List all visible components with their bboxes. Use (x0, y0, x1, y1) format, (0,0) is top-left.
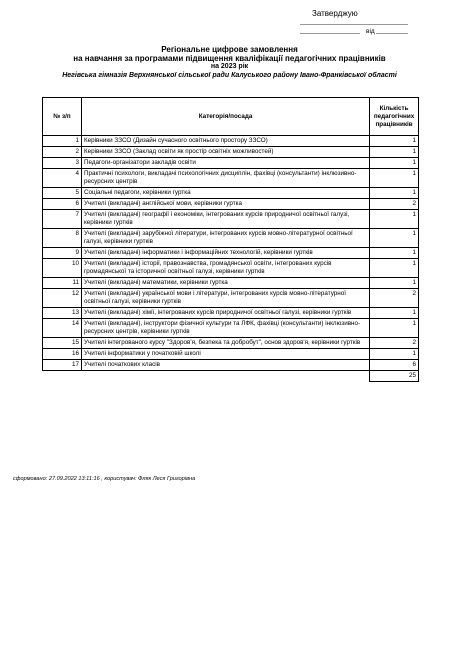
order-table (42, 97, 419, 382)
row-category: Учителі (викладачі) англійської мови, керівники гуртка (81, 199, 369, 210)
table-row (43, 338, 419, 349)
total-spacer (81, 371, 369, 382)
row-quantity: 1 (370, 319, 419, 338)
table-row (43, 308, 419, 319)
table-row (43, 210, 419, 229)
row-category: Учителі інтегрованого курсу "Здоров'я, безпека та добробут", основ здоров'я, керівники гуртків (81, 338, 369, 349)
table-header-row (43, 98, 419, 136)
row-category: Учителі (викладачі) географії і економіки, інтегрованих курсів природничої освітньої галузі, керівники гуртків (81, 210, 369, 229)
row-number: 6 (43, 199, 82, 210)
row-category: Учителі початкових класів (81, 360, 369, 371)
row-category: Учителі інформатики у початковій школі (81, 349, 369, 360)
institution-name: Негівська гімназія Верхнянської сільської ради Калуського району Івано-Франківської області (62, 72, 397, 79)
row-quantity: 6 (370, 360, 419, 371)
row-category: Керівники ЗЗСО (Дизайн сучасного освітнього простору ЗЗСО) (81, 136, 369, 147)
row-quantity: 1 (370, 147, 419, 158)
approve-label: Затверджую (312, 9, 358, 18)
document-title: Регіональне цифрове замовлення (161, 45, 298, 54)
table-row (43, 289, 419, 308)
row-category: Педагоги-організатори закладів освіти (81, 158, 369, 169)
row-category: Учителі (викладачі) математики, керівники гуртка (81, 278, 369, 289)
row-number: 10 (43, 259, 82, 278)
row-number: 17 (43, 360, 82, 371)
row-number: 7 (43, 210, 82, 229)
table-row (43, 278, 419, 289)
row-category: Керівники ЗЗСО (Заклад освіти як простір освітніх можливостей) (81, 147, 369, 158)
document-year: на 2023 рік (210, 63, 249, 70)
header-category: Категорія/посада (81, 98, 369, 136)
from-label: від (366, 28, 375, 35)
row-category: Учителі (викладачі) інформатики і інформаційних технологій, керівники гуртків (81, 248, 369, 259)
document-subtitle: на навчання за програмами підвищення кваліфікації педагогічних працівників (73, 54, 386, 63)
row-number: 5 (43, 188, 82, 199)
row-quantity: 1 (370, 248, 419, 259)
table-row (43, 199, 419, 210)
date-line-right (376, 33, 408, 34)
table-row (43, 136, 419, 147)
date-line (300, 33, 360, 34)
row-quantity: 1 (370, 158, 419, 169)
table-row (43, 158, 419, 169)
table-row (43, 248, 419, 259)
header-number: № з/п (43, 98, 82, 136)
row-number: 1 (43, 136, 82, 147)
row-quantity: 1 (370, 136, 419, 147)
row-number: 2 (43, 147, 82, 158)
row-number: 3 (43, 158, 82, 169)
row-number: 15 (43, 338, 82, 349)
row-quantity: 2 (370, 289, 419, 308)
row-number: 11 (43, 278, 82, 289)
row-number: 16 (43, 349, 82, 360)
row-quantity: 1 (370, 229, 419, 248)
signature-line (300, 24, 408, 25)
total-quantity: 25 (370, 371, 419, 382)
total-row (43, 371, 419, 382)
row-number: 13 (43, 308, 82, 319)
row-quantity: 1 (370, 259, 419, 278)
row-category: Учителі (викладачі) української мови і літератури, інтегрованих курсів мовно-літературної освітньої галузі, керівники гуртків (81, 289, 369, 308)
table-row (43, 147, 419, 158)
row-quantity: 1 (370, 169, 419, 188)
generated-footer: сформовано: 27.09.2022 13:11:16 , користувач: Фляк Леся Григорівна (13, 476, 196, 482)
row-quantity: 2 (370, 199, 419, 210)
table-row (43, 349, 419, 360)
row-category: Учителі (викладачі), інструктори фізичної культури та ЛФК, фахівці (консультанти) інклюзивно-ресурсних центрів, керівники гуртків (81, 319, 369, 338)
table-row (43, 360, 419, 371)
row-quantity: 1 (370, 349, 419, 360)
table-row (43, 188, 419, 199)
row-category: Практичні психологи, викладачі психологічних дисциплін, фахівці (консультанти) інклюзивно-ресурсних центрів (81, 169, 369, 188)
table-row (43, 169, 419, 188)
row-quantity: 1 (370, 278, 419, 289)
row-number: 8 (43, 229, 82, 248)
row-category: Соціальні педагоги, керівники гуртка (81, 188, 369, 199)
row-quantity: 1 (370, 210, 419, 229)
table-row (43, 229, 419, 248)
row-category: Учителі (викладачі) зарубіжної літератури, інтегрованих курсів мовно-літературної освітньої галузі, керівники гуртків (81, 229, 369, 248)
header-quantity: Кількість педагогічних працівників (370, 98, 419, 136)
row-category: Учителі (викладачі) хімії, інтегрованих курсів природничої освітньої галузі, керівники гуртків (81, 308, 369, 319)
row-number: 12 (43, 289, 82, 308)
row-number: 4 (43, 169, 82, 188)
row-quantity: 2 (370, 338, 419, 349)
row-quantity: 1 (370, 188, 419, 199)
row-quantity: 1 (370, 308, 419, 319)
table-row (43, 259, 419, 278)
row-number: 14 (43, 319, 82, 338)
total-spacer (43, 371, 82, 382)
table-row (43, 319, 419, 338)
row-number: 9 (43, 248, 82, 259)
row-category: Учителі (викладачі) історії, правознавства, громадянської освіти, інтегрованих курсів громадянської та історичної освітньої галузі, керівники гуртків (81, 259, 369, 278)
